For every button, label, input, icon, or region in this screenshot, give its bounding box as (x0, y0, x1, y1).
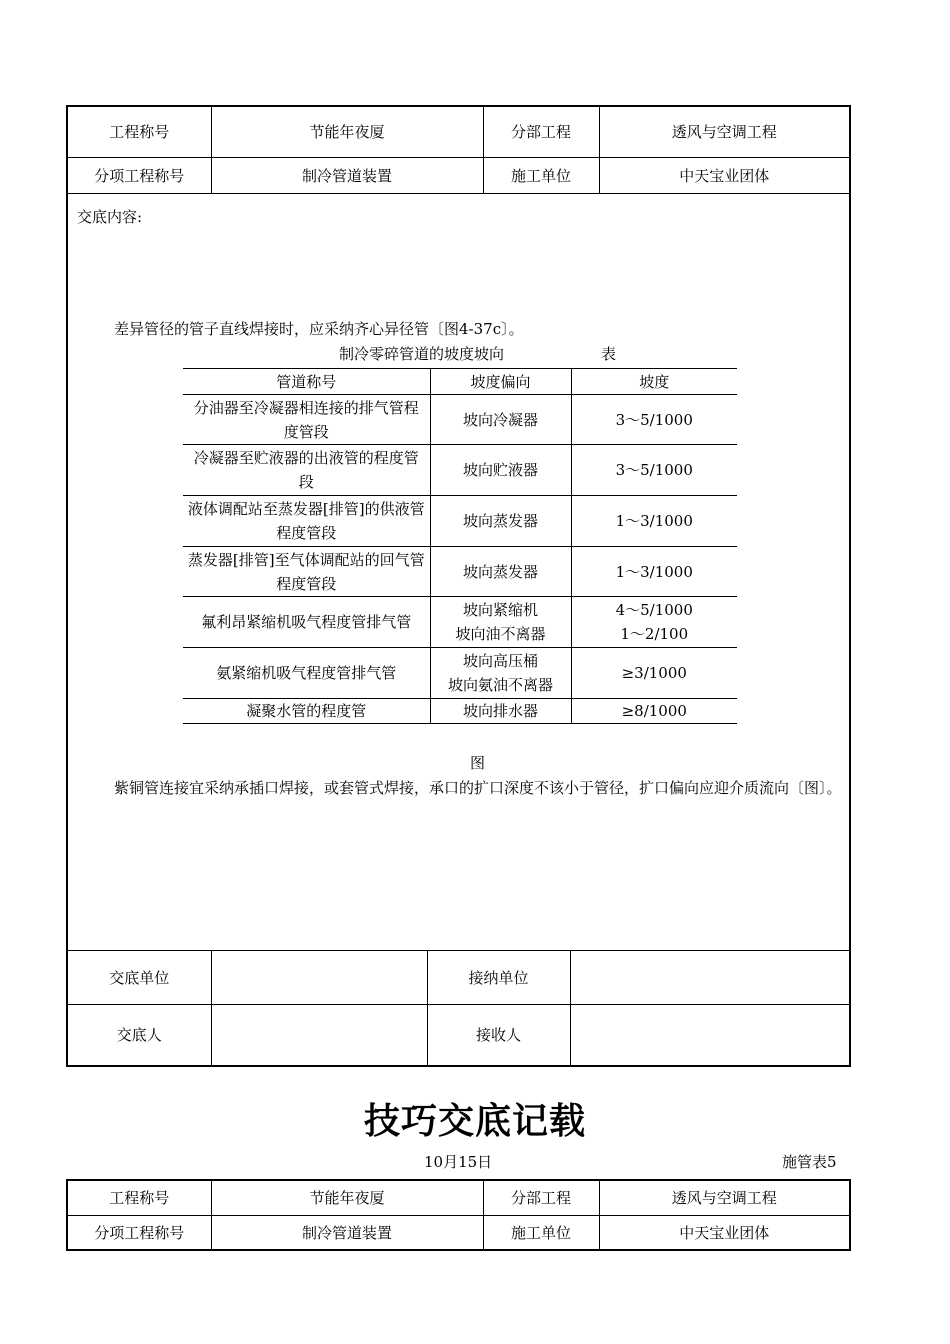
slope-value (571, 597, 737, 648)
subitem-label: 分项工程称号 (68, 1215, 211, 1249)
receiver-unit-value[interactable] (570, 951, 849, 1004)
slope-direction: 坡向蒸发器 (430, 547, 571, 597)
slope-value: 3～5/1000 (571, 445, 737, 496)
table-caption-text: 制冷零碎管道的坡度坡向 (339, 345, 505, 363)
slope-direction-line-1: 坡向紧缩机 (462, 601, 538, 619)
next-header-table (68, 1181, 849, 1250)
table-row (183, 699, 737, 724)
table-row (183, 496, 737, 547)
table-row (183, 648, 737, 699)
issuer-label: 交底人 (68, 1004, 211, 1065)
division-value: 透风与空调工程 (599, 1181, 849, 1215)
project-name-label: 工程称号 (68, 1181, 211, 1215)
slope-value-line-1: 4～5/1000 (615, 601, 693, 619)
pipe-name: 蒸发器[排管]至气体调配站的回气管程度管段 (183, 547, 430, 597)
page-title: 技巧交底记载 (363, 1101, 586, 1142)
next-record-form (66, 1179, 851, 1251)
contractor-value: 中天宝业团体 (599, 157, 849, 193)
slope-direction: 坡向冷凝器 (430, 395, 571, 445)
division-label: 分部工程 (483, 107, 599, 157)
slope-value: 3～5/1000 (571, 395, 737, 445)
header-table (68, 107, 849, 194)
receiver-value[interactable] (570, 1004, 849, 1065)
issuer-unit-value[interactable] (211, 951, 427, 1004)
table-row (183, 597, 737, 648)
table-row (183, 395, 737, 445)
record-form (66, 105, 851, 1067)
figure-label: 图 (470, 754, 486, 772)
issuer-value[interactable] (211, 1004, 427, 1065)
contractor-value: 中天宝业团体 (599, 1215, 849, 1249)
content-paragraph-1: 差异管径的管子直线焊接时，应采纳齐心异径管〔图4-37c〕。 (114, 320, 524, 338)
signature-table (68, 951, 849, 1065)
slope-direction: 坡向蒸发器 (430, 496, 571, 547)
table-row (183, 445, 737, 496)
subitem-value: 制冷管道装置 (211, 1215, 483, 1249)
pipe-name: 氨紧缩机吸气程度管排气管 (183, 648, 430, 699)
slope-value-line-2: 1～2/100 (620, 625, 689, 643)
contractor-label: 施工单位 (483, 1215, 599, 1249)
content-label: 交底内容: (77, 208, 143, 226)
slope-direction (430, 597, 571, 648)
form-number: 施管表5 (782, 1153, 837, 1171)
slope-value: ≥8/1000 (571, 699, 737, 724)
slope-header-slope: 坡度 (571, 369, 737, 395)
content-section (68, 194, 849, 951)
slope-direction-line-1: 坡向高压桶 (462, 652, 538, 670)
slope-value: 1～3/1000 (571, 547, 737, 597)
slope-direction: 坡向排水器 (430, 699, 571, 724)
contractor-label: 施工单位 (483, 157, 599, 193)
slope-header-name: 管道称号 (183, 369, 430, 395)
slope-direction: 坡向贮液器 (430, 445, 571, 496)
slope-table (183, 368, 737, 724)
slope-value: ≥3/1000 (571, 648, 737, 699)
slope-direction (430, 648, 571, 699)
subitem-value: 制冷管道装置 (211, 157, 483, 193)
slope-direction-line-2: 坡向油不离器 (455, 625, 546, 643)
receiver-label: 接收人 (427, 1004, 570, 1065)
record-date: 10月15日 (424, 1153, 493, 1171)
project-name-label: 工程称号 (68, 107, 211, 157)
project-name-value: 节能年夜厦 (211, 1181, 483, 1215)
table-row (183, 547, 737, 597)
project-name-value: 节能年夜厦 (211, 107, 483, 157)
pipe-name: 凝聚水管的程度管 (183, 699, 430, 724)
issuer-unit-label: 交底单位 (68, 951, 211, 1004)
table-caption-suffix: 表 (601, 345, 617, 363)
pipe-name: 分油器至冷凝器相连接的排气管程度管段 (183, 395, 430, 445)
pipe-name: 冷凝器至贮液器的出液管的程度管段 (183, 445, 430, 496)
pipe-name: 氟利昂紧缩机吸气程度管排气管 (183, 597, 430, 648)
receiver-unit-label: 接纳单位 (427, 951, 570, 1004)
subitem-label: 分项工程称号 (68, 157, 211, 193)
pipe-name: 液体调配站至蒸发器[排管]的供液管程度管段 (183, 496, 430, 547)
content-paragraph-2: 紫铜管连接宜采纳承插口焊接，或套管式焊接，承口的扩口深度不该小于管径，扩口偏向应迎介质流向〔图〕。 (114, 779, 842, 797)
slope-direction-line-2: 坡向氨油不离器 (447, 676, 553, 694)
slope-value: 1～3/1000 (571, 496, 737, 547)
division-value: 透风与空调工程 (599, 107, 849, 157)
table-caption (339, 343, 617, 364)
division-label: 分部工程 (483, 1181, 599, 1215)
slope-header-direction: 坡度偏向 (430, 369, 571, 395)
